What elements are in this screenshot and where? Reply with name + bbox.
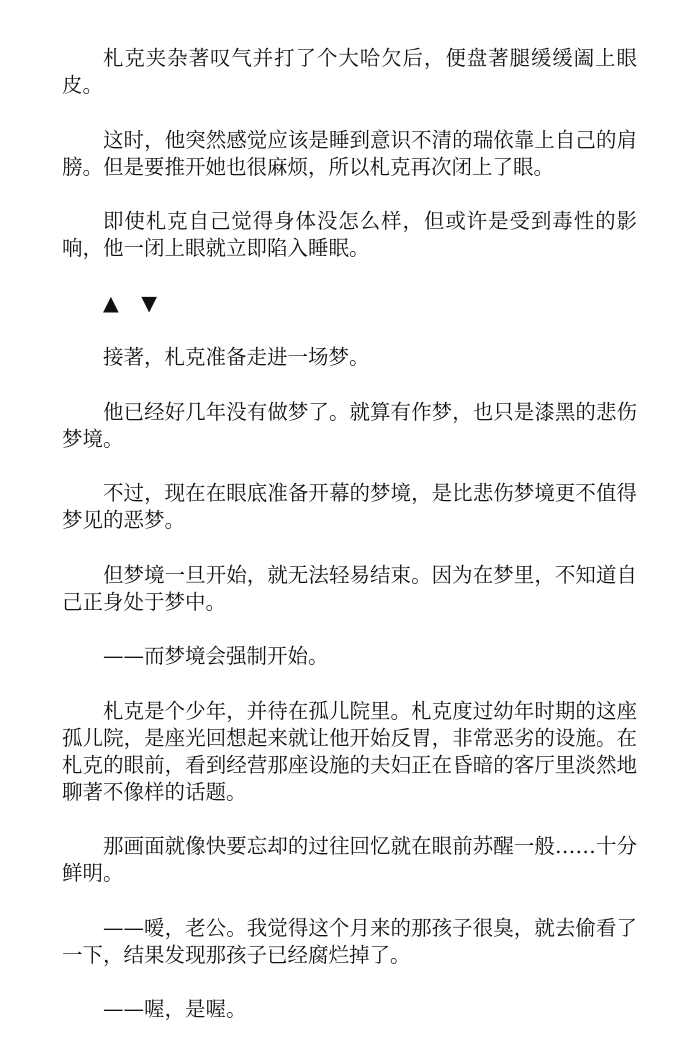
paragraph: 札克是个少年，并待在孤儿院里。札克度过幼年时期的这座孤儿院，是座光回想起来就让他开始反胃，非常恶劣的设施。在札克的眼前，看到经营那座设施的夫妇正在昏暗的客厅里淡然地聊著不像样的话题。	[62, 698, 637, 804]
dialogue-line: ——而梦境会强制开始。	[103, 644, 329, 668]
paragraph: 札克夹杂著叹气并打了个大哈欠后，便盘著腿缓缓阖上眼皮。	[62, 46, 637, 97]
paragraph: 那画面就像快要忘却的过往回忆就在眼前苏醒一般……十分鲜明。	[62, 834, 637, 885]
dialogue-line: ——嗳，老公。我觉得这个月来的那孩子很臭，就去偷看了一下，结果发现那孩子已经腐烂掉了。	[62, 915, 637, 967]
document-page	[62, 45, 637, 1051]
scene-break-marker: ▲ ▼	[103, 290, 166, 315]
paragraph: 这时，他突然感觉应该是睡到意识不清的瑞依靠上自己的肩膀。但是要推开她也很麻烦，所以札克再次闭上了眼。	[62, 127, 637, 179]
paragraph: 接著，札克准备走进一场梦。	[103, 345, 370, 369]
paragraph: 不过，现在在眼底准备开幕的梦境，是比悲伤梦境更不值得梦见的恶梦。	[62, 481, 637, 532]
paragraph: 他已经好几年没有做梦了。就算有作梦，也只是漆黑的悲伤梦境。	[62, 399, 637, 451]
paragraph: 但梦境一旦开始，就无法轻易结束。因为在梦里，不知道自己正身处于梦中。	[62, 562, 637, 614]
dialogue-line: ——喔，是喔。	[103, 997, 247, 1021]
paragraph: 即使札克自己觉得身体没怎么样，但或许是受到毒性的影响，他一闭上眼就立即陷入睡眠。	[62, 209, 637, 260]
